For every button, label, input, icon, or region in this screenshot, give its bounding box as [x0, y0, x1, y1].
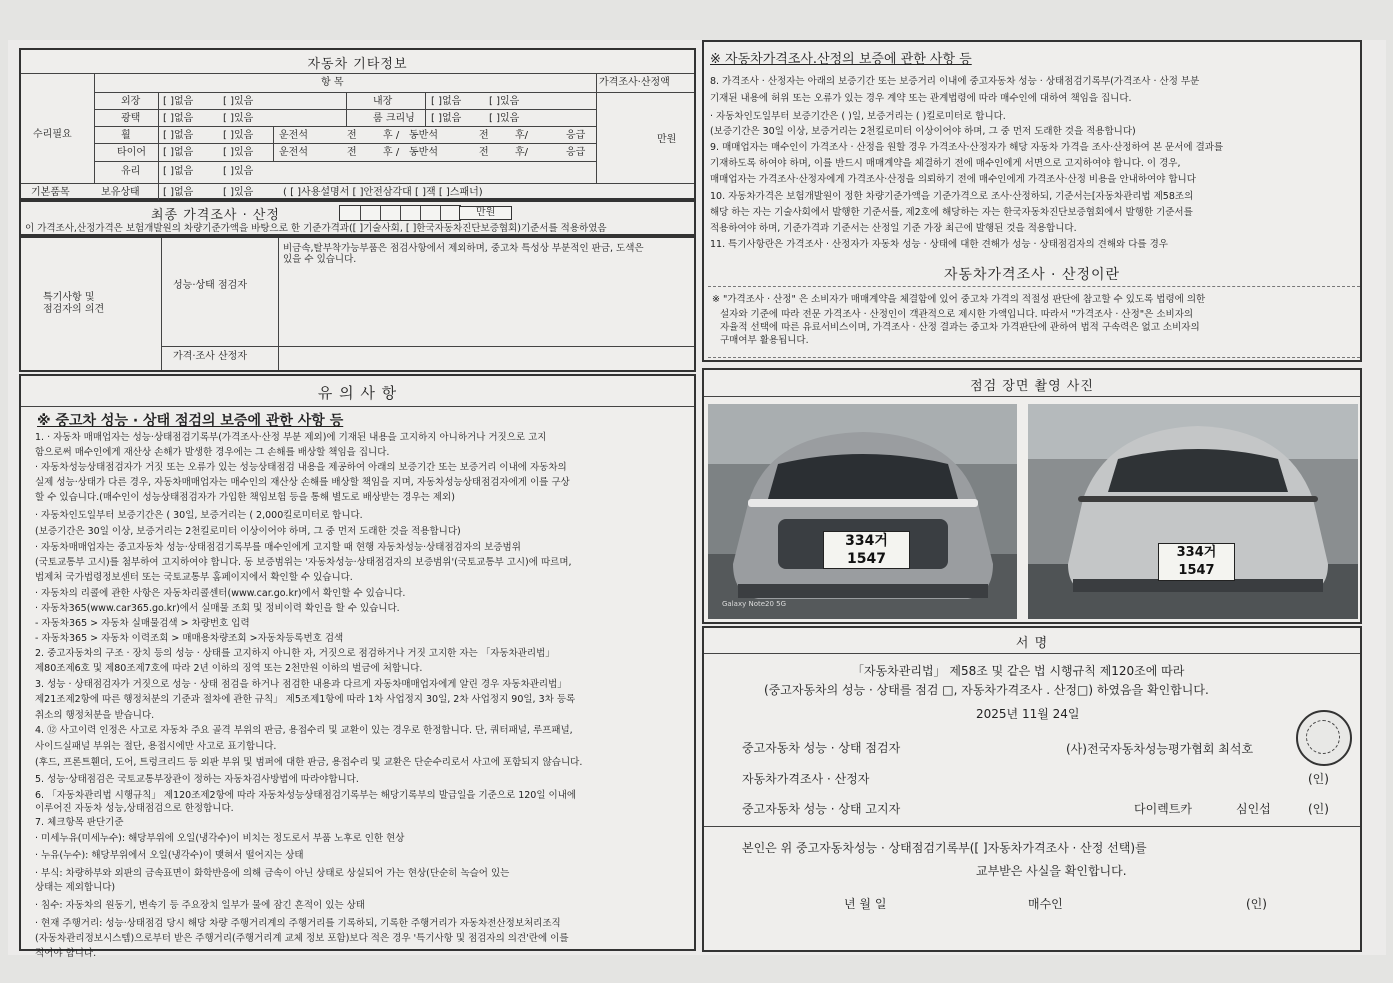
- note-line: 이루어진 자동차 성능,상태점검으로 한정합니다.: [35, 803, 234, 814]
- price-guarantee-panel: [702, 40, 1362, 362]
- special-label-2: 점검자의 의견: [43, 304, 105, 315]
- appraisal-definition-box: [708, 286, 1360, 358]
- notes-panel: [19, 374, 696, 959]
- note-line: (보증기간은 30일 이상, 보증거리는 2천킬로미터 이상이어야 하며, 그 중 먼저 도래한 것을 적용합니다): [35, 526, 461, 537]
- note-line: 법제처 국가법령정보센터 또는 국토교통부 홈페이지에서 확인할 수 있습니다.: [35, 572, 353, 583]
- pos-rear: 후/: [515, 130, 529, 141]
- definition-line: ※ "가격조사 · 산정" 은 소비자가 매매계약을 체결함에 있어 중고차 가격의 적절성 판단에 참고할 수 있도록 법령에 의한: [712, 294, 1206, 305]
- row-name: 휠: [121, 130, 131, 141]
- note-line: · 자동차의 리콜에 관한 사항은 자동차리콜센터(www.car.go.kr)에서 확인할 수 있습니다.: [35, 588, 406, 599]
- note-line: · 자동차365(www.car365.go.kr)에서 실매물 조회 및 정비이력 확인을 할 수 있습니다.: [35, 603, 400, 614]
- pos-front: 전: [479, 147, 489, 158]
- checkbox-yes[interactable]: [ ]있음: [489, 96, 520, 107]
- definition-line: 설자와 기준에 따라 전문 가격조사 · 산정인이 객관적으로 제시한 가액입니다. 따라서 "가격조사 · 산정"은 소비자의: [720, 309, 1194, 320]
- checkbox-yes[interactable]: [ ]있음: [223, 187, 254, 198]
- row-name2: 내장: [373, 96, 393, 107]
- price-unit: 만원: [657, 134, 677, 145]
- note-line: · 침수: 자동차의 원동기, 변속기 등 주요장치 일부가 물에 잠긴 흔적이 있는 상태: [35, 900, 365, 911]
- appraisal-definition-title: 자동차가격조사 · 산정이란: [943, 267, 1121, 283]
- sign-law-line-2: (중고자동차의 성능 · 상태를 점검 □, 자동차가격조사 . 산정□) 하였음을 확인합니다.: [764, 683, 1209, 697]
- note-line: · 자동차성능상태점검자가 거짓 또는 오류가 있는 성능상태점검 내용을 제공하여 아래의 보증기간 또는 보증거리 이내에 자동차의: [35, 462, 567, 473]
- basic-items-label: 기본품목: [31, 187, 70, 198]
- checkbox-none[interactable]: [ ]없음: [431, 113, 462, 124]
- rear-license-plate: 334거 1547: [1158, 543, 1235, 581]
- guarantee-line: 10. 자동차가격은 보험개발원이 정한 차량기준가액을 기준가격으로 조사·산정하되, 기준서는[자동차관리법 제58조의: [710, 191, 1194, 202]
- sign-date: 2025년 11월 24일: [976, 707, 1080, 721]
- front-car-photo: [708, 404, 1017, 619]
- special-label-1: 특기사항 및: [43, 292, 95, 303]
- buyer-date[interactable]: 년 월 일: [844, 897, 887, 911]
- pos-driver: 운전석: [279, 147, 308, 158]
- pos-spare: 응급: [566, 130, 586, 141]
- guarantee-line: · 자동차인도일부터 보증기간은 ( )일, 보증거리는 ( )킬로미터로 합니다.: [710, 111, 1006, 122]
- guarantee-line: 11. 특기사항란은 가격조사 · 산정자가 자동차 성능 · 상태에 대한 견해가 성능 · 상태점검자의 견해와 다를 경우: [710, 239, 1168, 250]
- pos-passenger: 동반석: [409, 130, 438, 141]
- note-line: · 자동차매매업자는 중고자동차 성능·상태점검기록부를 매수인에게 고지할 때 현행 자동차성능·상태점검자의 보증범위: [35, 542, 521, 553]
- note-line: - 자동차365 > 자동차 실매물검색 > 차량번호 입력: [35, 618, 250, 629]
- guarantee-line: 9. 매매업자는 매수인이 가격조사 · 산정을 원할 경우 가격조사·산정자가 해당 자동차 가격을 조사·산정하여 본 문서에 결과를: [710, 142, 1224, 153]
- definition-line: 구매여부 활용됩니다.: [720, 335, 809, 346]
- note-line: 취소의 행정처분을 받습니다.: [35, 710, 155, 721]
- vehicle-etc-info-title: 자동차 기타정보: [307, 57, 408, 72]
- confirm-line-2: 교부받은 사실을 확인합니다.: [976, 864, 1127, 878]
- pos-rear: 후/: [515, 147, 529, 158]
- appraiser-sign-label: 자동차가격조사 · 산정자: [742, 772, 870, 786]
- note-line: (자동차관리정보시스템)으로부터 받은 주행거리(주행거리계 교체 정보 포함)보다 적은 경우 '특기사항 및 점검자의 의견'란에 이를: [35, 933, 569, 944]
- confirm-line-1: 본인은 위 중고자동차성능 · 상태점검기록부([ ]자동차가격조사 · 산정 선택)를: [742, 841, 1147, 855]
- checkbox-yes[interactable]: [ ]있음: [223, 113, 254, 124]
- rear-car-icon: [1028, 404, 1358, 619]
- note-line: (국토교통부 고시)를 첨부하여 고지하여야 합니다. 동 보증범위는 '자동차성능·상태점검자의 보증범위'(국토교통부 고시)에 따르며,: [35, 557, 572, 568]
- buyer-label: 매수인: [1028, 897, 1063, 911]
- final-price-unit: 만원: [459, 206, 512, 220]
- checkbox-none[interactable]: [ ]없음: [163, 147, 194, 158]
- pos-rear: 후 /: [383, 130, 400, 141]
- photo-panel: [702, 368, 1362, 624]
- final-price-note: 이 가격조사,산정가격은 보험개발원의 차량기준가액을 바탕으로 한 기준가격과([ ]기술사회, [ ]한국자동차진단보증협회)기준서를 적용하였음: [25, 223, 607, 234]
- note-line: 할 수 있습니다.(매수인이 성능상태점검자가 가입한 책임보험 등을 통해 별도로 배상받는 경우는 제외): [35, 492, 455, 503]
- appraiser-label: 가격·조사 산정자: [173, 351, 247, 362]
- guarantee-line: 기재된 내용에 허위 또는 오류가 있는 경우 계약 또는 관계법령에 따라 매수인에 대하여 책임을 집니다.: [710, 93, 1132, 104]
- note-line: 5. 성능·상태점검은 국토교통부장관이 정하는 자동차검사방법에 따라야합니다.: [35, 774, 359, 785]
- buyer-seal[interactable]: (인): [1246, 897, 1267, 911]
- notifier-company: 다이렉트카: [1134, 802, 1192, 816]
- front-license-plate: 334거 1547: [823, 531, 910, 569]
- front-car-icon: [708, 404, 1017, 619]
- row-name2: 룸 크리닝: [373, 113, 415, 124]
- definition-line: 자율적 선택에 따른 유료서비스이며, 가격조사 · 산정 결과는 중고차 가격판단에 관하여 법적 구속력은 없고 소비자의: [720, 322, 1200, 333]
- notifier-name: 심인섭: [1236, 802, 1271, 816]
- final-price-title: 최종 가격조사 · 산정: [151, 208, 280, 223]
- inspector-sign-value[interactable]: (사)전국자동차성능평가협회 최석호: [1066, 742, 1254, 756]
- guarantee-line: 매매업자는 가격조사·산정자에게 가격조사·산정을 의뢰하기 전에 매수인에게 가격조사·산정 비용을 안내하여야 합니다: [710, 174, 1196, 185]
- guarantee-line: (보증기간은 30일 이상, 보증거리는 2천킬로미터 이상이어야 하며, 그 중 먼저 도래한 것을 적용합니다): [710, 126, 1136, 137]
- pos-rear: 후 /: [383, 147, 400, 158]
- basic-items-options[interactable]: ( [ ]사용설명서 [ ]안전삼각대 [ ]잭 [ ]스패너): [283, 187, 483, 198]
- camera-tag: Galaxy Note20 5G: [722, 600, 787, 608]
- note-line: 실제 성능·상태가 다른 경우, 자동차매매업자는 매수인의 재산상 손해를 배상할 책임을 지며, 자동차성능상태점검자에게 이를 구상: [35, 477, 570, 488]
- sign-law-line-1: 「자동차관리법」 제58조 및 같은 법 시행규칙 제120조에 따라: [852, 664, 1185, 678]
- inspector-opinion-1: 비금속,탈부착가능부품은 점검사항에서 제외하며, 중고차 특성상 부분적인 판금, 도색은: [283, 243, 644, 254]
- note-line: · 현재 주행거리: 성능·상태점검 당시 해당 차량 주행거리계의 주행거리를 기록하되, 기록한 주행거리가 자동차전산정보처리조직: [35, 918, 561, 929]
- item-header: 항 목: [321, 77, 344, 88]
- row-name: 광택: [121, 113, 141, 124]
- official-seal-icon: [1296, 710, 1352, 766]
- photo-title: 점검 장면 촬영 사진: [970, 379, 1094, 394]
- notifier-seal[interactable]: (인): [1308, 802, 1329, 816]
- note-line: 7. 체크항목 판단기준: [35, 817, 124, 828]
- checkbox-none[interactable]: [ ]없음: [163, 166, 194, 177]
- checkbox-none[interactable]: [ ]없음: [163, 113, 194, 124]
- note-line: 6. 「자동차관리법 시행규칙」 제120조제2항에 따라 자동차성능상태점검기록부는 해당기록부의 발급일을 기준으로 120일 이내에: [35, 790, 577, 801]
- basic-status-label: 보유상태: [101, 187, 140, 198]
- note-line: · 자동차인도일부터 보증기간은 ( 30일, 보증거리는 ( 2,000킬로미터로 합니다.: [35, 510, 363, 521]
- pos-passenger: 동반석: [409, 147, 438, 158]
- note-line: 사이드실패널 부위는 절단, 용접시에만 사고로 표기합니다.: [35, 741, 277, 752]
- note-line: 1. · 자동차 매매업자는 성능·상태점검기록부(가격조사·산정 부분 제외)에 기재된 내용을 고지하지 아니하거나 거짓으로 고지: [35, 432, 547, 443]
- document-sheet: [8, 40, 1386, 959]
- checkbox-none[interactable]: [ ]없음: [163, 130, 194, 141]
- checkbox-none[interactable]: [ ]없음: [163, 96, 194, 107]
- guarantee-line: 8. 가격조사 · 산정자는 아래의 보증기간 또는 보증거리 이내에 중고자동차 성능 · 상태점검기록부(가격조사 · 산정 부분: [710, 76, 1200, 87]
- repair-needed-label: 수리필요: [33, 129, 72, 140]
- row-name: 타이어: [117, 147, 146, 158]
- notifier-sign-label: 중고자동차 성능 · 상태 고지자: [742, 802, 901, 816]
- guarantee-line: 기재하도록 하여야 하며, 이를 반드시 매매계약을 체결하기 전에 매수인에게 서면으로 고지하여야 합니다. 이 경우,: [710, 158, 1181, 169]
- note-line: 제21조제2항에 따른 행정처분의 기준과 절차에 관한 규칙」 제5조제1항에 따라 1차 사업정지 30일, 2차 사업정지 90일, 3차 등록: [35, 694, 576, 705]
- pos-spare: 응급: [566, 147, 586, 158]
- note-line: 상태는 제외합니다): [35, 882, 116, 893]
- checkbox-none[interactable]: [ ]없음: [163, 187, 194, 198]
- inspector-sign-label: 중고자동차 성능 · 상태 점검자: [742, 741, 901, 755]
- note-line: (후드, 프론트휀더, 도어, 트렁크리드 등 외판 부위 및 범퍼에 대한 판금, 용접수리 및 교환은 단순수리로서 사고에 포함되지 않습니다.: [35, 757, 583, 768]
- signature-panel: [702, 626, 1362, 952]
- special-notes-panel: [19, 236, 696, 372]
- guarantee-line: 적용하여야 하며, 기준가격과 기준서는 산정일 기준 가장 최근에 발행된 것을 적용합니다.: [710, 223, 1077, 234]
- price-boxes[interactable]: [339, 205, 461, 221]
- checkbox-yes[interactable]: [ ]있음: [223, 96, 254, 107]
- note-line: 적어야 합니다.: [35, 948, 97, 959]
- price-guarantee-title: ※ 자동차가격조사.산정의 보증에 관한 사항 등: [710, 52, 972, 67]
- note-line: 제80조제6호 및 제80조제7호에 따라 2년 이하의 징역 또는 2천만원 이하의 벌금에 처합니다.: [35, 663, 423, 674]
- checkbox-yes[interactable]: [ ]있음: [223, 130, 254, 141]
- inspector-label: 성능·상태 점검자: [173, 280, 247, 291]
- note-line: 4. ⑫ 사고이력 인정은 사고로 자동차 주요 골격 부위의 판금, 용접수리 및 교환이 있는 경우로 한정합니다. 단, 쿼터패널, 루프패널,: [35, 725, 573, 736]
- row-name: 유리: [121, 166, 141, 177]
- signature-title: 서 명: [1015, 636, 1049, 651]
- guarantee-line: 해당 하는 자는 기술사회에서 발행한 기준서를, 제2호에 해당하는 자는 한국자동차진단보증협회에서 발행한 기준서를: [710, 207, 1193, 218]
- row-name: 외장: [121, 96, 141, 107]
- checkbox-yes[interactable]: [ ]있음: [489, 113, 520, 124]
- note-line: · 미세누유(미세누수): 해당부위에 오일(냉각수)이 비치는 정도로서 부품 노후로 인한 현상: [35, 833, 405, 844]
- appraiser-sign-seal[interactable]: (인): [1308, 772, 1329, 786]
- inspector-opinion-2: 있을 수 있습니다.: [283, 254, 357, 265]
- vehicle-etc-info-panel: [19, 48, 696, 200]
- checkbox-yes[interactable]: [ ]있음: [223, 147, 254, 158]
- notes-subtitle: ※ 중고차 성능 · 상태 점검의 보증에 관한 사항 등: [37, 413, 344, 429]
- checkbox-yes[interactable]: [ ]있음: [223, 166, 254, 177]
- note-line: 3. 성능 · 상태점검자가 거짓으로 성능 · 상태 점검을 하거나 점검한 내용과 다르게 자동차매매업자에게 알린 경우 자동차관리법」: [35, 679, 567, 690]
- rear-car-photo: [1028, 404, 1358, 619]
- pos-front: 전: [347, 130, 357, 141]
- price-header: 가격조사·산정액: [599, 77, 670, 88]
- note-line: 2. 중고자동차의 구조 · 장치 등의 성능 · 상태를 고지하지 아니한 자, 거짓으로 점검하거나 거짓 고지한 자는 「자동차관리법」: [35, 648, 555, 659]
- final-price-panel: [19, 200, 696, 236]
- note-line: 함으로써 매수인에게 재산상 손해가 발생한 경우에는 그 손해를 배상할 책임을 집니다.: [35, 447, 390, 458]
- checkbox-none[interactable]: [ ]없음: [431, 96, 462, 107]
- notes-title: 유 의 사 항: [317, 384, 398, 402]
- pos-front: 전: [479, 130, 489, 141]
- note-line: · 누유(누수): 해당부위에서 오일(냉각수)이 맺혀서 떨어지는 상태: [35, 850, 304, 861]
- pos-front: 전: [347, 147, 357, 158]
- note-line: · 부식: 차량하부와 외판의 금속표면이 화학반응에 의해 금속이 아닌 상태로 상실되어 가는 현상(단순히 녹슬어 있는: [35, 868, 510, 879]
- pos-driver: 운전석: [279, 130, 308, 141]
- note-line: - 자동차365 > 자동차 이력조회 > 매매용차량조회 >자동차등록번호 검색: [35, 633, 344, 644]
